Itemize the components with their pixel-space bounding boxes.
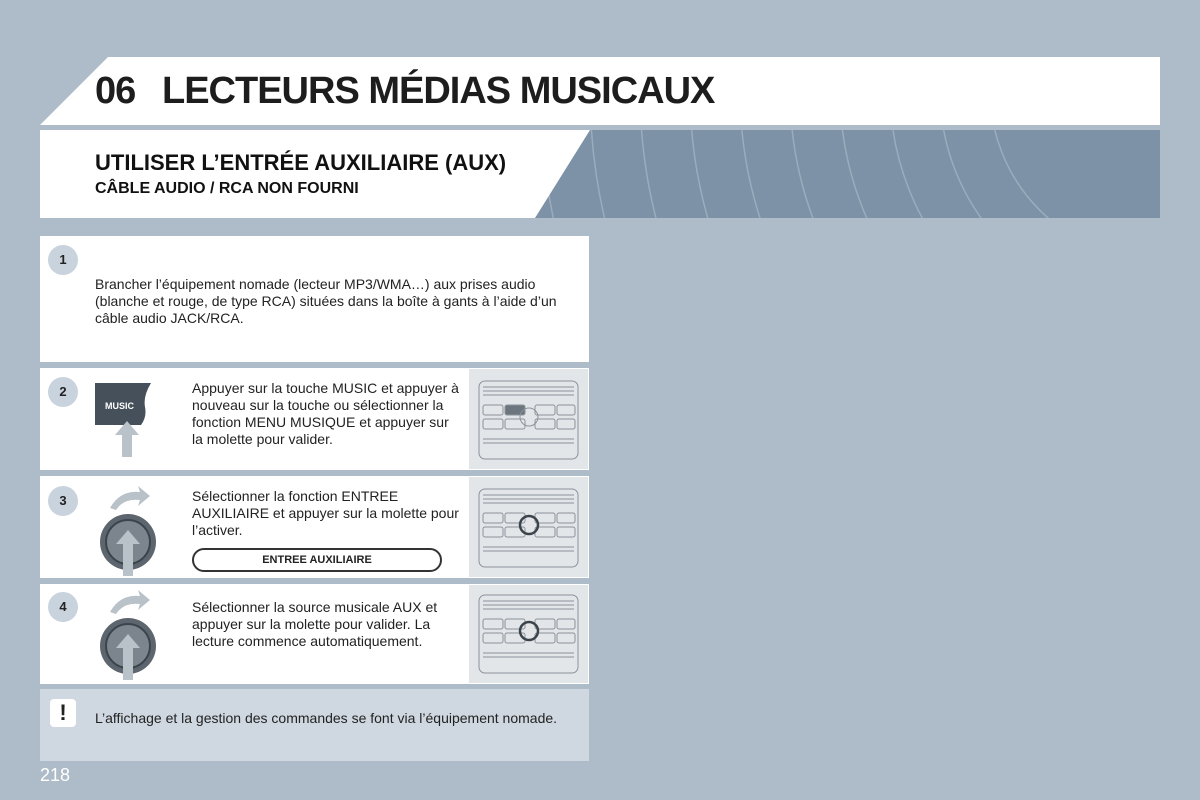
warning-icon: ! bbox=[50, 699, 76, 727]
step-4-badge: 4 bbox=[48, 592, 78, 622]
rotate-arrow-icon bbox=[110, 590, 150, 614]
radio-panel-illustration bbox=[469, 369, 588, 469]
display-label: ENTREE AUXILIAIRE bbox=[192, 548, 442, 572]
music-key-icon bbox=[95, 381, 155, 459]
step-2-text: Appuyer sur la touche MUSIC et appuyer à nouveau sur la touche ou sélectionner la fonction MENU MUSIQUE et appuyer sur la molette pour valider. bbox=[192, 380, 459, 447]
note-text: L’affichage et la gestion des commandes se font via l’équipement nomade. bbox=[95, 710, 558, 726]
step-3-text: Sélectionner la fonction ENTREE AUXILIAIRE et appuyer sur la molette pour l’activer. bbox=[192, 488, 459, 538]
radio-panel-step-4 bbox=[469, 585, 588, 683]
chapter-number: 06 bbox=[95, 70, 136, 112]
radio-panel-step-2 bbox=[469, 369, 588, 469]
step-2-badge: 2 bbox=[48, 377, 78, 407]
step-1-text: Brancher l’équipement nomade (lecteur MP3/WMA…) aux prises audio (blanche et rouge, de type RCA) situées dans la boîte à gants à l’aide d’un câble audio JACK/RCA. bbox=[95, 276, 557, 326]
rotary-knob-icon bbox=[98, 584, 164, 682]
radio-panel-illustration bbox=[469, 477, 588, 577]
step-4-text: Sélectionner la source musicale AUX et appuyer sur la molette pour valider. La lecture commence automatiquement. bbox=[192, 599, 438, 649]
section-title: UTILISER L’ENTRÉE AUXILIAIRE (AUX) bbox=[95, 150, 507, 175]
music-key-label: MUSIC bbox=[105, 401, 134, 411]
radio-panel-step-3 bbox=[469, 477, 588, 577]
radio-panel-illustration bbox=[469, 585, 588, 683]
page-number: 218 bbox=[40, 765, 71, 785]
chapter-title: LECTEURS MÉDIAS MUSICAUX bbox=[162, 70, 715, 112]
rotary-knob-icon bbox=[98, 480, 164, 578]
rotate-arrow-icon bbox=[110, 486, 150, 510]
step-3-badge: 3 bbox=[48, 486, 78, 516]
step-1-badge: 1 bbox=[48, 245, 78, 275]
section-subtitle: CÂBLE AUDIO / RCA NON FOURNI bbox=[95, 180, 359, 197]
